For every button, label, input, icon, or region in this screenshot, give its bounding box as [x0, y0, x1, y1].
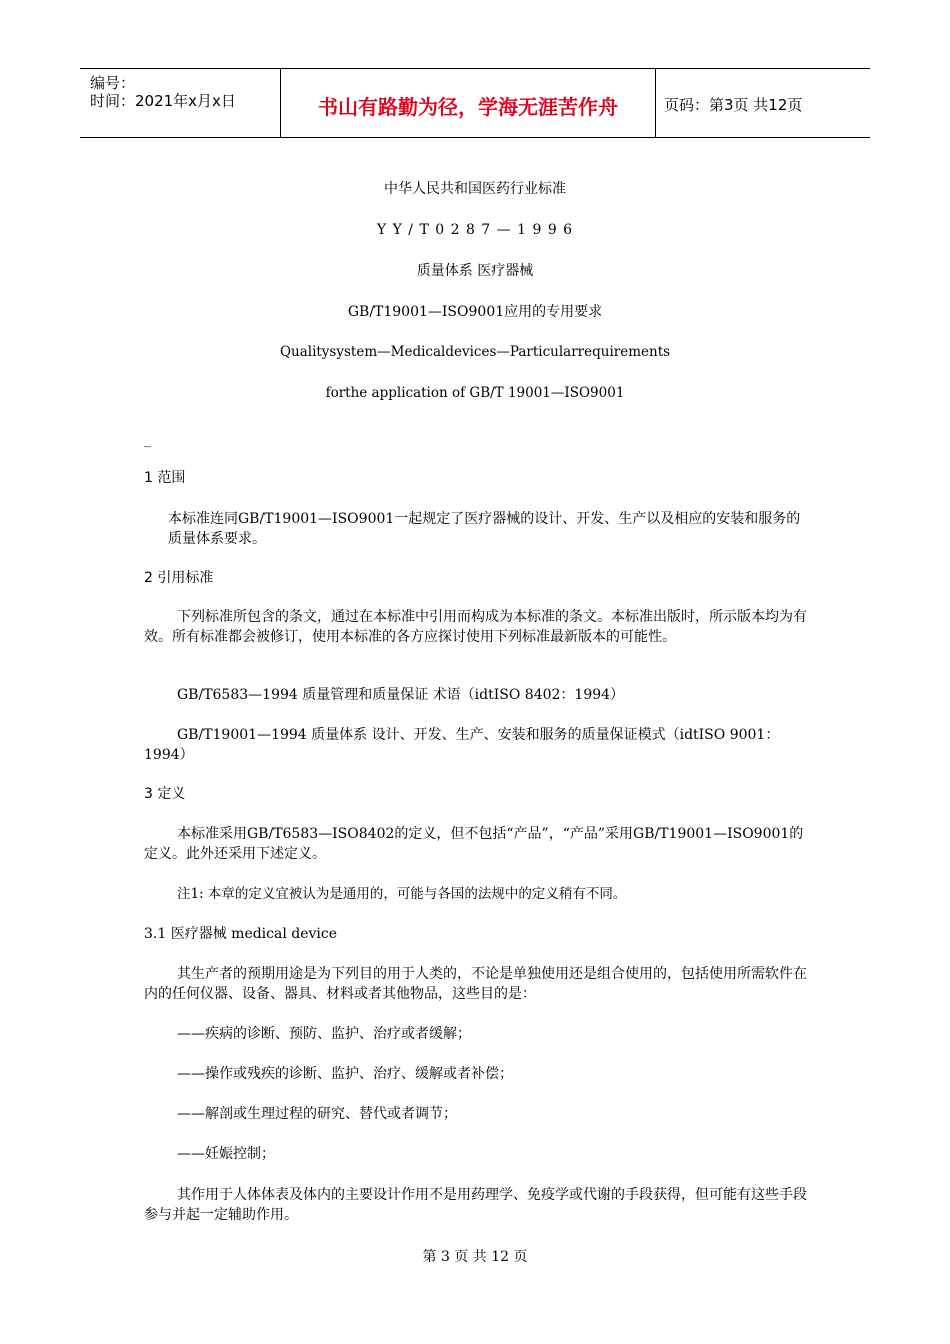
section-2-paragraph: 下列标准所包含的条文，通过在本标准中引用而构成为本标准的条文。本标准出版时，所示版本均为有效。所有标准都会被修订，使用本标准的各方应探讨使用下列标准最新版本的可能性。 — [144, 609, 807, 645]
page-header — [80, 68, 870, 138]
standard-category-title: 中华人民共和国医药行业标准 — [384, 181, 566, 197]
reference-standard-1: GB/T6583—1994 质量管理和质量保证 术语（idtISO 8402：1994） — [177, 687, 625, 703]
list-item: ——妊娠控制； — [177, 1146, 275, 1162]
section-3-1-paragraph-2: 其作用于人体体表及体内的主要设计作用不是用药理学、免疫学或代谢的手段获得，但可能有这些手段参与并起一定辅助作用。 — [144, 1187, 807, 1223]
document-code-label: 编号： — [90, 74, 136, 92]
section-3-note: 注1: 本章的定义宜被认为是通用的，可能与各国的法规中的定义稍有不同。 — [177, 886, 627, 902]
list-item: ——疾病的诊断、预防、监护、治疗或者缓解； — [177, 1026, 471, 1042]
section-3-paragraph: 本标准采用GB/T6583—ISO8402的定义，但不包括“产品”，“产品”采用GB/T19001—ISO9001的定义。此外还采用下述定义。 — [144, 826, 804, 862]
standard-title-cn: 质量体系 医疗器械 — [416, 263, 534, 279]
header-motto: 书山有路勤为径，学海无涯苦作舟 — [318, 95, 618, 119]
section-3-1-paragraph: 其生产者的预期用途是为下列目的用于人类的，不论是单独使用还是组合使用的，包括使用所需软件在内的任何仪器、设备、器具、材料或者其他物品，这些目的是： — [144, 966, 807, 1002]
standard-title-en-line1: Qualitysystem—Medicaldevices—Particularrequirements — [279, 344, 671, 360]
header-page-info: 页码：第3页 共12页 — [664, 96, 803, 114]
document-date-label: 时间：2021年x月x日 — [90, 92, 236, 110]
header-middle-cell — [281, 69, 656, 137]
section-1-heading: 1 范围 — [144, 470, 186, 486]
section-3-heading: 3 定义 — [144, 786, 186, 802]
standard-title-en-line2: forthe application of GB/T 19001—ISO9001 — [325, 385, 625, 401]
list-item: ——操作或残疾的诊断、监护、治疗、缓解或者补偿； — [177, 1066, 513, 1082]
standard-subtitle-cn: GB/T19001—ISO9001应用的专用要求 — [347, 304, 603, 320]
dash-mark: _ — [144, 432, 151, 448]
section-2-heading: 2 引用标准 — [144, 570, 214, 586]
reference-standard-2: GB/T19001—1994 质量体系 设计、开发、生产、安装和服务的质量保证模式（idtISO 9001：1994） — [144, 727, 780, 763]
standard-number: Y Y / T 0 2 8 7 — 1 9 9 6 — [376, 222, 574, 238]
section-1-paragraph: 本标准连同GB/T19001—ISO9001一起规定了医疗器械的设计、开发、生产以及相应的安装和服务的质量体系要求。 — [168, 511, 801, 547]
section-3-1-heading: 3.1 医疗器械 medical device — [144, 926, 338, 942]
header-right-cell — [656, 69, 870, 137]
list-item: ——解剖或生理过程的研究、替代或者调节； — [177, 1106, 457, 1122]
page-footer-number: 第 3 页 共 12 页 — [422, 1249, 528, 1265]
header-left-cell — [80, 69, 281, 137]
